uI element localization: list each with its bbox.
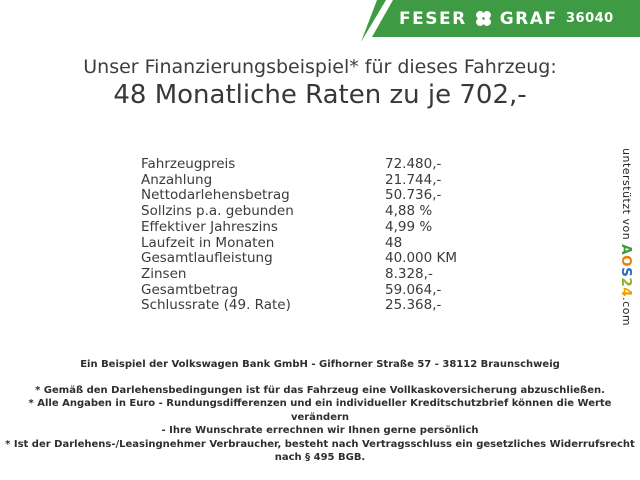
title-line1: Unser Finanzierungsbeispiel* für dieses Fahrzeug: [83, 56, 557, 78]
table-row [141, 173, 457, 189]
disclaimer-line: * Alle Angaben in Euro - Rundungsdifferenzen und ein individueller Kreditschutzbrief können die Werte verändern [28, 398, 612, 423]
row-value: 21.744,- [385, 171, 442, 188]
table-row [141, 267, 457, 283]
table-row [141, 157, 457, 173]
aos-logo-letter: O [618, 255, 634, 268]
row-value: 50.736,- [385, 187, 442, 204]
supported-by-text: unterstützt von [620, 148, 633, 245]
row-value: 40.000 KM [385, 250, 458, 267]
table-row [141, 188, 457, 204]
bank-attribution: Ein Beispiel der Volkswagen Bank GmbH - Gifhorner Straße 57 - 38112 Braunschweig [80, 359, 560, 370]
title-line2: 48 Monatliche Raten zu je 702,- [113, 80, 527, 110]
table-row [141, 251, 457, 267]
table-row [141, 283, 457, 299]
table-row [141, 220, 457, 236]
disclaimer-line: - Ihre Wunschrate errechnen wir Ihnen gerne persönlich [161, 425, 479, 437]
row-label: Nettodarlehensbetrag [141, 187, 290, 204]
table-row [141, 236, 457, 252]
row-value: 48 [385, 234, 403, 251]
row-value: 59.064,- [385, 281, 442, 298]
row-value: 25.368,- [385, 297, 442, 314]
supported-by-watermark [618, 148, 634, 326]
row-label: Fahrzeugpreis [141, 156, 236, 172]
brand-logo [399, 0, 558, 37]
row-label: Anzahlung [141, 171, 213, 188]
four-leaf-clover-icon [474, 9, 493, 28]
table-row [141, 204, 457, 220]
brand-word-graf: GRAF [499, 8, 558, 29]
row-value: 4,99 % [385, 218, 433, 235]
brand-word-feser: FESER [399, 8, 467, 29]
clover-center [482, 17, 484, 19]
aos-logo-suffix: .com [620, 297, 633, 327]
aos-logo-letter: 2 [618, 277, 634, 288]
row-label: Zinsen [141, 265, 187, 282]
disclaimer-line: * Ist der Darlehens-/Leasingnehmer Verbraucher, besteht nach Vertragsschluss ein gesetzliches Widerrufsrecht [5, 438, 635, 450]
row-label: Gesamtlaufleistung [141, 250, 273, 267]
finance-table [141, 157, 457, 314]
aos-logo-letter: 4 [618, 287, 634, 298]
aos-logo-letter: S [618, 267, 634, 278]
row-value: 72.480,- [385, 156, 442, 172]
dealer-number: 36040 [566, 11, 614, 26]
disclaimer-line: * Gemäß den Darlehensbedingungen ist für das Fahrzeug eine Vollkaskoversicherung abzuschließen. [35, 385, 605, 396]
row-label: Gesamtbetrag [141, 281, 239, 298]
row-label: Effektiver Jahreszins [141, 218, 278, 235]
row-label: Laufzeit in Monaten [141, 234, 275, 251]
aos-logo-letter: A [618, 244, 634, 256]
row-label: Sollzins p.a. gebunden [141, 203, 294, 220]
disclaimer-line: nach § 495 BGB. [274, 452, 366, 464]
row-value: 8.328,- [385, 265, 433, 282]
table-row [141, 298, 457, 314]
row-value: 4,88 % [385, 203, 433, 220]
row-label: Schlussrate (49. Rate) [141, 297, 291, 314]
disclaimer-block [0, 384, 640, 464]
